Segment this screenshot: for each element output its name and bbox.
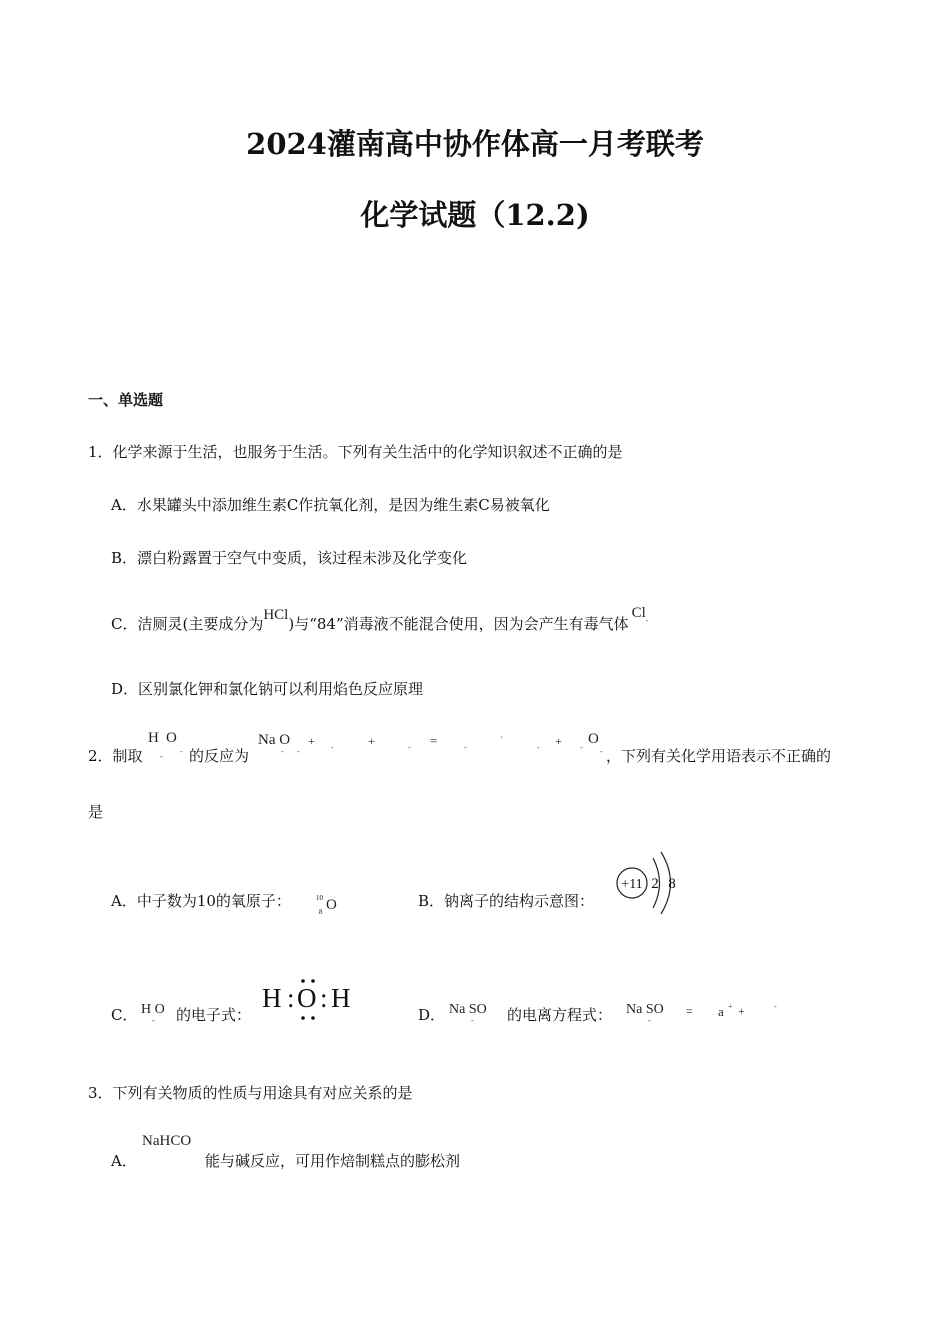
electron-formula-h-left: H [262,983,282,1013]
question-3-stem: 3．下列有关物质的性质与用途具有对应关系的是 [88,1084,413,1102]
question-2-option-d-suffix: 的电离方程式： [507,1006,613,1024]
water-formula: H O [141,1002,165,1017]
equation-mark: - [297,747,300,756]
h2o-formula-o: O [166,730,177,746]
ionization-equals: = [686,1004,693,1018]
ionization-sodium-ion: a [718,1004,724,1019]
question-1-option-d: D．区别氯化钾和氯化钠可以利用焰色反应原理 [111,680,424,698]
ionization-charge-mark: + [728,1002,733,1011]
equation-plus-2: + [368,734,375,748]
electron-pair-right: : [320,983,328,1013]
equation-plus-3: + [555,734,562,748]
cl2-subscript-mark: - [645,616,649,625]
exam-subtitle: 化学试题（12.2) [360,198,590,232]
equation-mark: - [580,743,583,752]
equation-mark: - [331,743,334,752]
equation-mark: - [281,747,284,756]
ionization-sub-mark: - [648,1016,651,1025]
question-3-option-a-prefix: A． [111,1152,137,1170]
isotope-symbol: O [326,897,337,913]
equation-mark: - [408,743,411,752]
question-1-option-a: A．水果罐头中添加维生素C作抗氧化剂，是因为维生素C易被氧化 [111,496,550,514]
sodium-ion-structure-diagram [612,848,684,920]
question-2-option-c-suffix: 的电子式： [176,1006,252,1024]
ionization-charge-mark-2: - [774,1002,777,1011]
nucleus-charge: +11 [621,877,643,892]
h2o-sub-mark-2: - [180,747,183,756]
question-1-option-c [111,605,649,634]
question-2-stem-prefix: 2．制取 [88,747,143,765]
equation-mark: - [464,743,467,752]
question-2-option-b: B．钠离子的结构示意图： [418,892,595,910]
exam-title: 2024灌南高中协作体高一月考联考 [246,127,704,161]
equation-mark: - [537,743,540,752]
sulfate-sub-mark: - [471,1016,474,1025]
electron-formula-h-right: H [331,983,351,1013]
question-2-option-c-prefix: C． [111,1006,138,1024]
question-2-stem-suffix: ，下列有关化学用语表示不正确的 [606,747,832,765]
shell-1-electrons: 2 [651,876,659,892]
isotope-atomic-number: 8 [319,908,323,916]
question-2-stem-line2: 是 [88,803,104,821]
option-c-prefix: C．洁厕灵(主要成分为 [111,615,264,633]
electron-formula-o: O [297,983,317,1013]
question-2-option-d-prefix: D． [418,1006,446,1024]
equation-mark: - [600,747,603,756]
water-sub-mark: - [152,1016,155,1025]
equation-equals: = [430,733,438,748]
h2o-sub-mark: - [160,752,163,761]
sodium-sulfate-formula: Na SO [449,1002,487,1017]
ionization-left: Na SO [626,1002,664,1017]
option-c-middle: )与“84”消毒液不能混合使用，因为会产生有毒气体 [288,615,629,633]
lone-pair-dots [296,975,322,1025]
question-2-option-a: A．中子数为10的氧原子： [111,892,291,910]
ionization-plus: + [738,1004,745,1018]
section-heading: 一、单选题 [88,391,164,409]
cl2-formula: Cl [631,605,646,621]
equation-na2o: Na O [258,732,291,748]
shell-2-electrons: 8 [668,876,676,892]
electron-pair-left: : [287,983,295,1013]
question-2-stem-middle: 的反应为 [189,747,250,765]
question-3-option-a-text: 能与碱反应，可用作焙制糕点的膨松剂 [205,1152,461,1170]
equation-mark: ' [501,735,503,744]
equation-o2: O [588,731,599,747]
hcl-formula: HCl [263,607,289,623]
h2o-formula-h: H [148,730,159,746]
equation-plus-1: + [308,734,315,748]
question-1-stem: 1．化学来源于生活，也服务于生活。下列有关生活中的化学知识叙述不正确的是 [88,443,623,461]
sodium-bicarbonate-formula: NaHCO [142,1133,192,1149]
isotope-mass-number: 10 [316,894,323,902]
question-1-option-b: B．漂白粉露置于空气中变质，该过程未涉及化学变化 [111,549,468,567]
